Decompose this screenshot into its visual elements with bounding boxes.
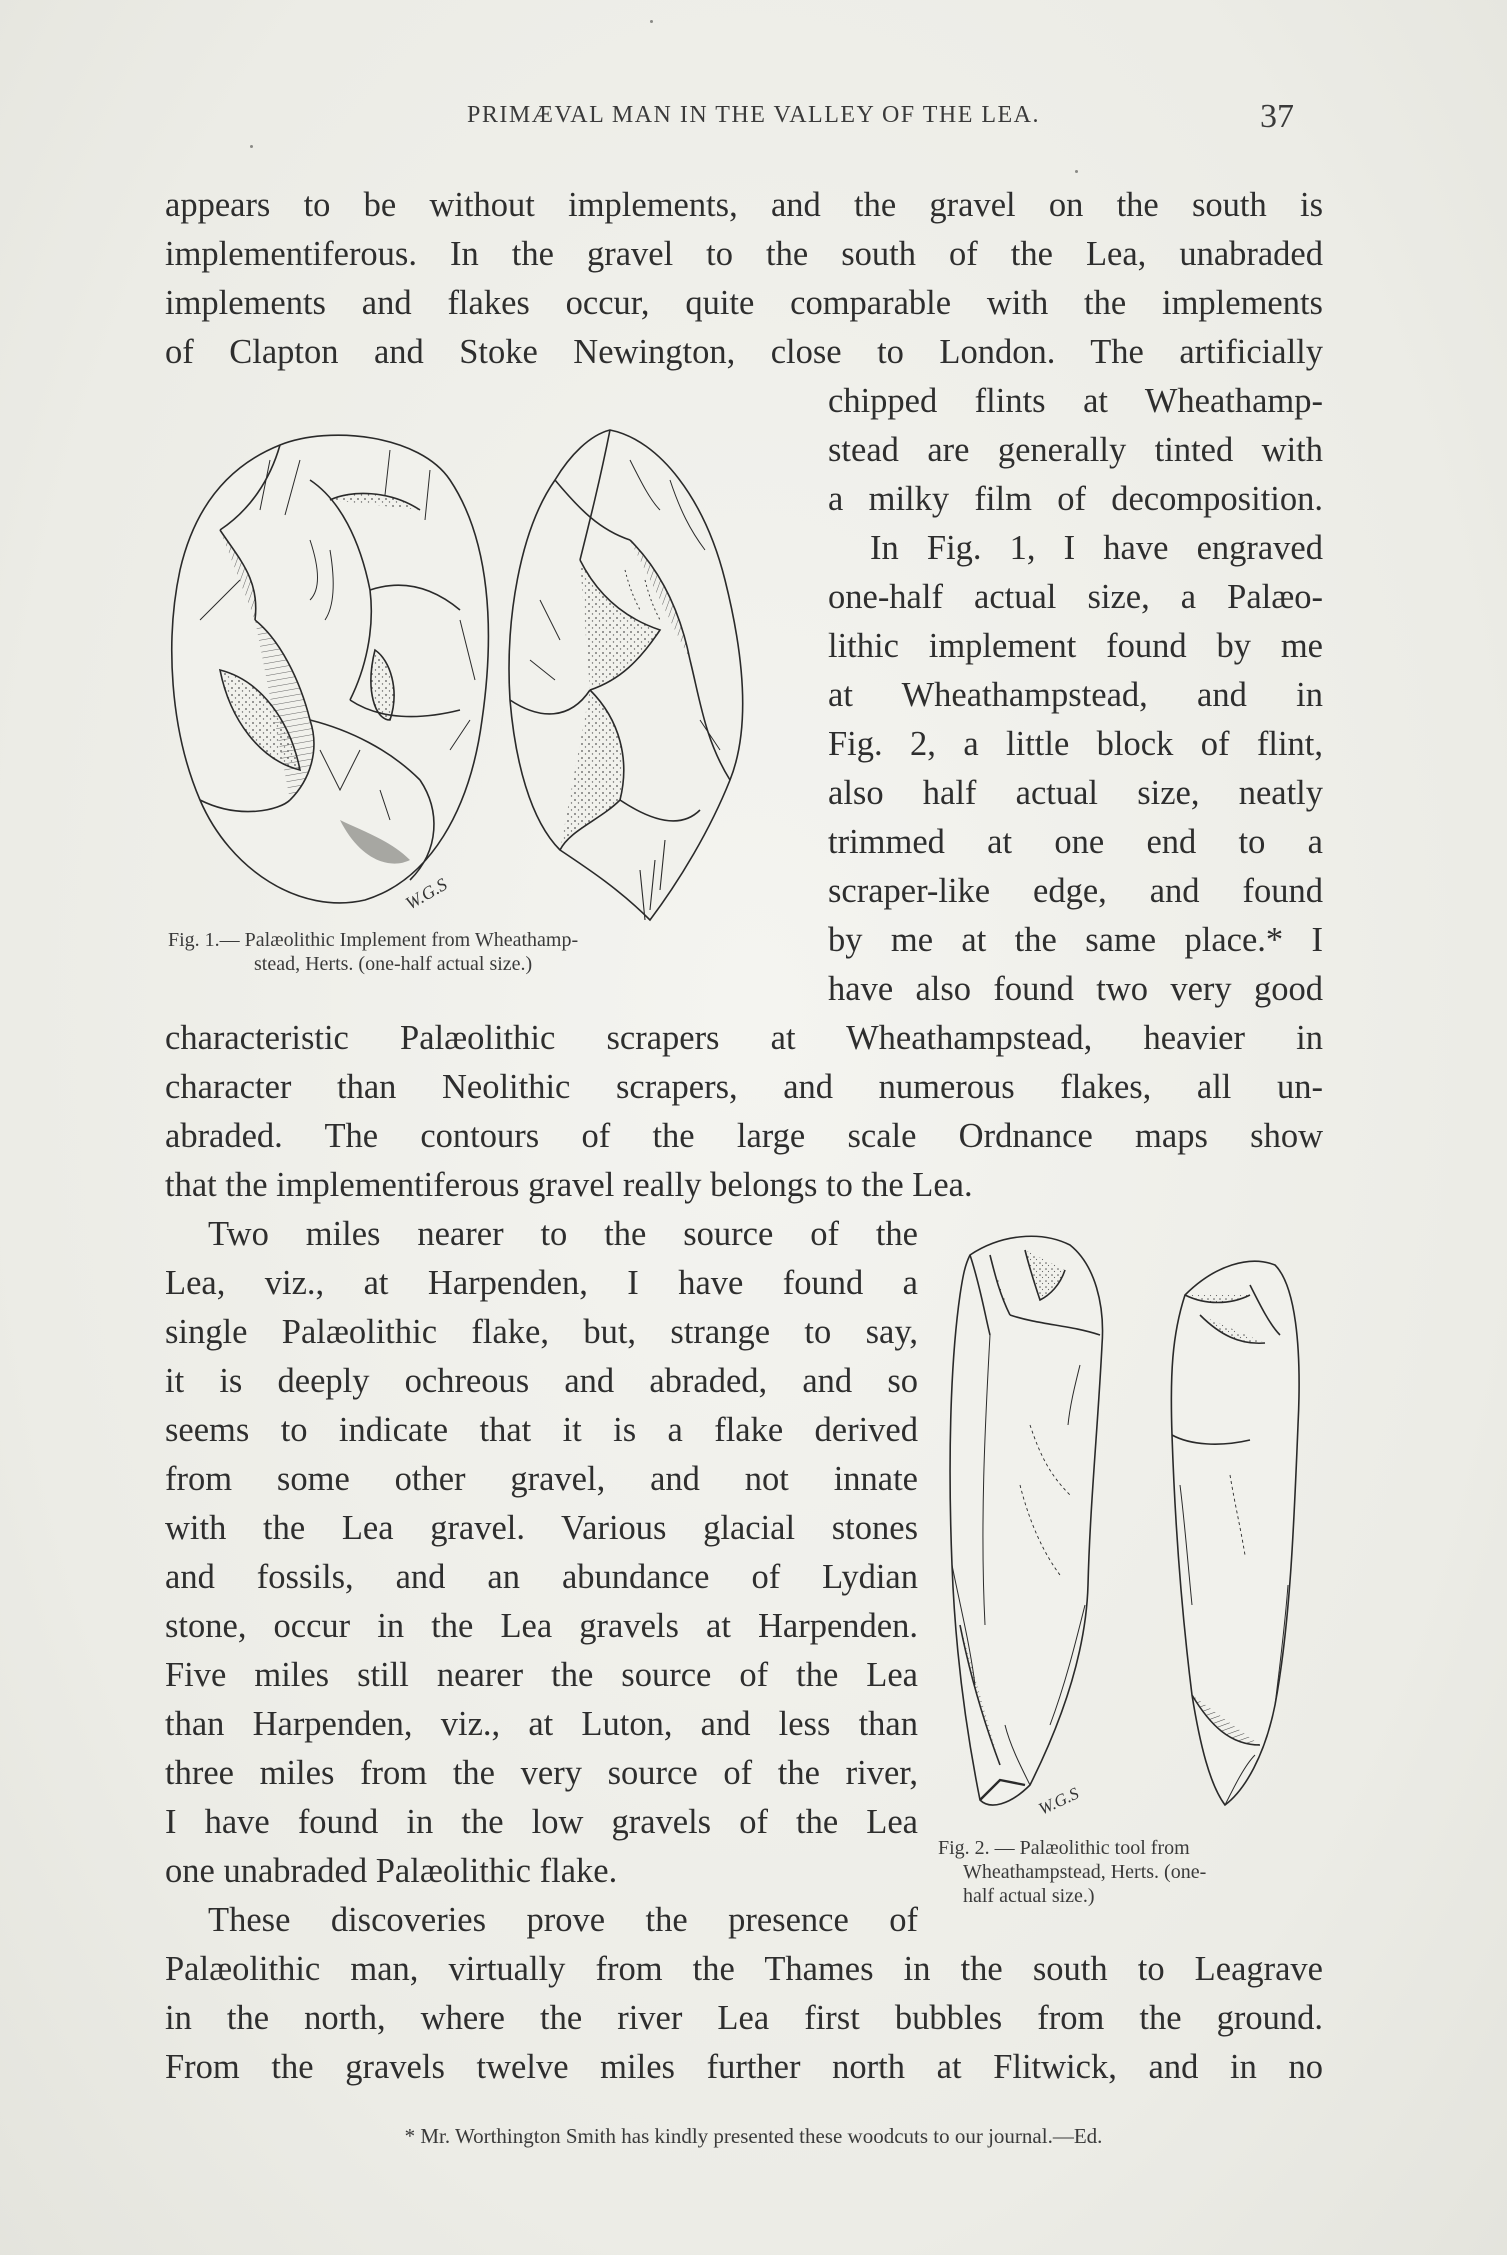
paper-speck xyxy=(650,20,653,23)
body-line: that the implementiferous gravel really belongs to the Lea. xyxy=(165,1166,973,1204)
body-line: one unabraded Palæolithic flake. xyxy=(165,1852,618,1890)
tool-front-view xyxy=(950,1236,1102,1805)
figure-1-signature: W.G.S xyxy=(402,873,451,914)
body-line: stone, occur in the Lea gravels at Harpenden. xyxy=(165,1607,918,1645)
body-line: character than Neolithic scrapers, and numerous flakes, all un- xyxy=(165,1068,1323,1106)
body-line: at Wheathampstead, and in xyxy=(828,676,1323,714)
body-line: implementiferous. In the gravel to the south of the Lea, unabraded xyxy=(165,235,1323,273)
running-head xyxy=(0,98,1507,138)
body-line: These discoveries prove the presence of xyxy=(208,1901,918,1939)
body-line: Two miles nearer to the source of the xyxy=(208,1215,918,1253)
body-line: appears to be without implements, and the gravel on the south is xyxy=(165,186,1323,224)
body-line: trimmed at one end to a xyxy=(828,823,1323,861)
paper-speck xyxy=(1075,170,1078,173)
body-line: in the north, where the river Lea first bubbles from the ground. xyxy=(165,1999,1323,2037)
figure-1-caption-line1: Fig. 1.— Palæolithic Implement from Wheathamp- xyxy=(168,929,579,951)
implement-side-view xyxy=(509,430,743,920)
implement-front-view xyxy=(172,435,489,903)
body-line: stead are generally tinted with xyxy=(828,431,1323,469)
tool-side-view xyxy=(1171,1261,1299,1805)
body-line: chipped flints at Wheathamp- xyxy=(828,382,1323,420)
body-line: characteristic Palæolithic scrapers at Wheathampstead, heavier in xyxy=(165,1019,1323,1057)
footnote: * Mr. Worthington Smith has kindly presented these woodcuts to our journal.—Ed. xyxy=(404,2124,1103,2148)
figure-2-illustration xyxy=(930,1225,1320,1825)
body-line: implements and flakes occur, quite comparable with the implements xyxy=(165,284,1323,322)
body-line: Fig. 2, a little block of flint, xyxy=(828,725,1323,763)
figure-1-illustration xyxy=(160,420,800,930)
figure-2-signature: W.G.S xyxy=(1035,1783,1082,1819)
running-title: PRIMÆVAL MAN IN THE VALLEY OF THE LEA. xyxy=(466,102,1041,128)
body-line: also half actual size, neatly xyxy=(828,774,1323,812)
body-line: In Fig. 1, I have engraved xyxy=(870,529,1323,567)
body-line: seems to indicate that it is a flake derived xyxy=(165,1411,918,1449)
paper-speck xyxy=(250,145,253,148)
figure-1-caption-line2: stead, Herts. (one-half actual size.) xyxy=(254,953,533,975)
body-line: lithic implement found by me xyxy=(828,627,1323,665)
figure-2-caption-line1: Fig. 2. — Palæolithic tool from xyxy=(938,1837,1190,1859)
body-line: of Clapton and Stoke Newington, close to London. The artificially xyxy=(165,333,1323,371)
body-line: Lea, viz., at Harpenden, I have found a xyxy=(165,1264,918,1302)
body-line: and fossils, and an abundance of Lydian xyxy=(165,1558,918,1596)
body-line: three miles from the very source of the river, xyxy=(165,1754,918,1792)
body-line: single Palæolithic flake, but, strange to say, xyxy=(165,1313,918,1351)
body-line: one-half actual size, a Palæo- xyxy=(828,578,1323,616)
body-line: it is deeply ochreous and abraded, and so xyxy=(165,1362,918,1400)
body-line: From the gravels twelve miles further north at Flitwick, and in no xyxy=(165,2048,1323,2086)
body-line: abraded. The contours of the large scale Ordnance maps show xyxy=(165,1117,1323,1155)
body-line: scraper-like edge, and found xyxy=(828,872,1323,910)
body-line: with the Lea gravel. Various glacial stones xyxy=(165,1509,918,1547)
body-line: have also found two very good xyxy=(828,970,1323,1008)
body-line: I have found in the low gravels of the Lea xyxy=(165,1803,918,1841)
body-line: from some other gravel, and not innate xyxy=(165,1460,918,1498)
body-line: a milky film of decomposition. xyxy=(828,480,1323,518)
body-line: by me at the same place.* I xyxy=(828,921,1323,959)
figure-2-caption-line3: half actual size.) xyxy=(963,1885,1095,1907)
page-number: 37 xyxy=(1260,98,1294,135)
body-line: Five miles still nearer the source of the Lea xyxy=(165,1656,918,1694)
body-line: Palæolithic man, virtually from the Thames in the south to Leagrave xyxy=(165,1950,1323,1988)
figure-2-caption-line2: Wheathampstead, Herts. (one- xyxy=(963,1861,1207,1883)
body-line: than Harpenden, viz., at Luton, and less than xyxy=(165,1705,918,1743)
